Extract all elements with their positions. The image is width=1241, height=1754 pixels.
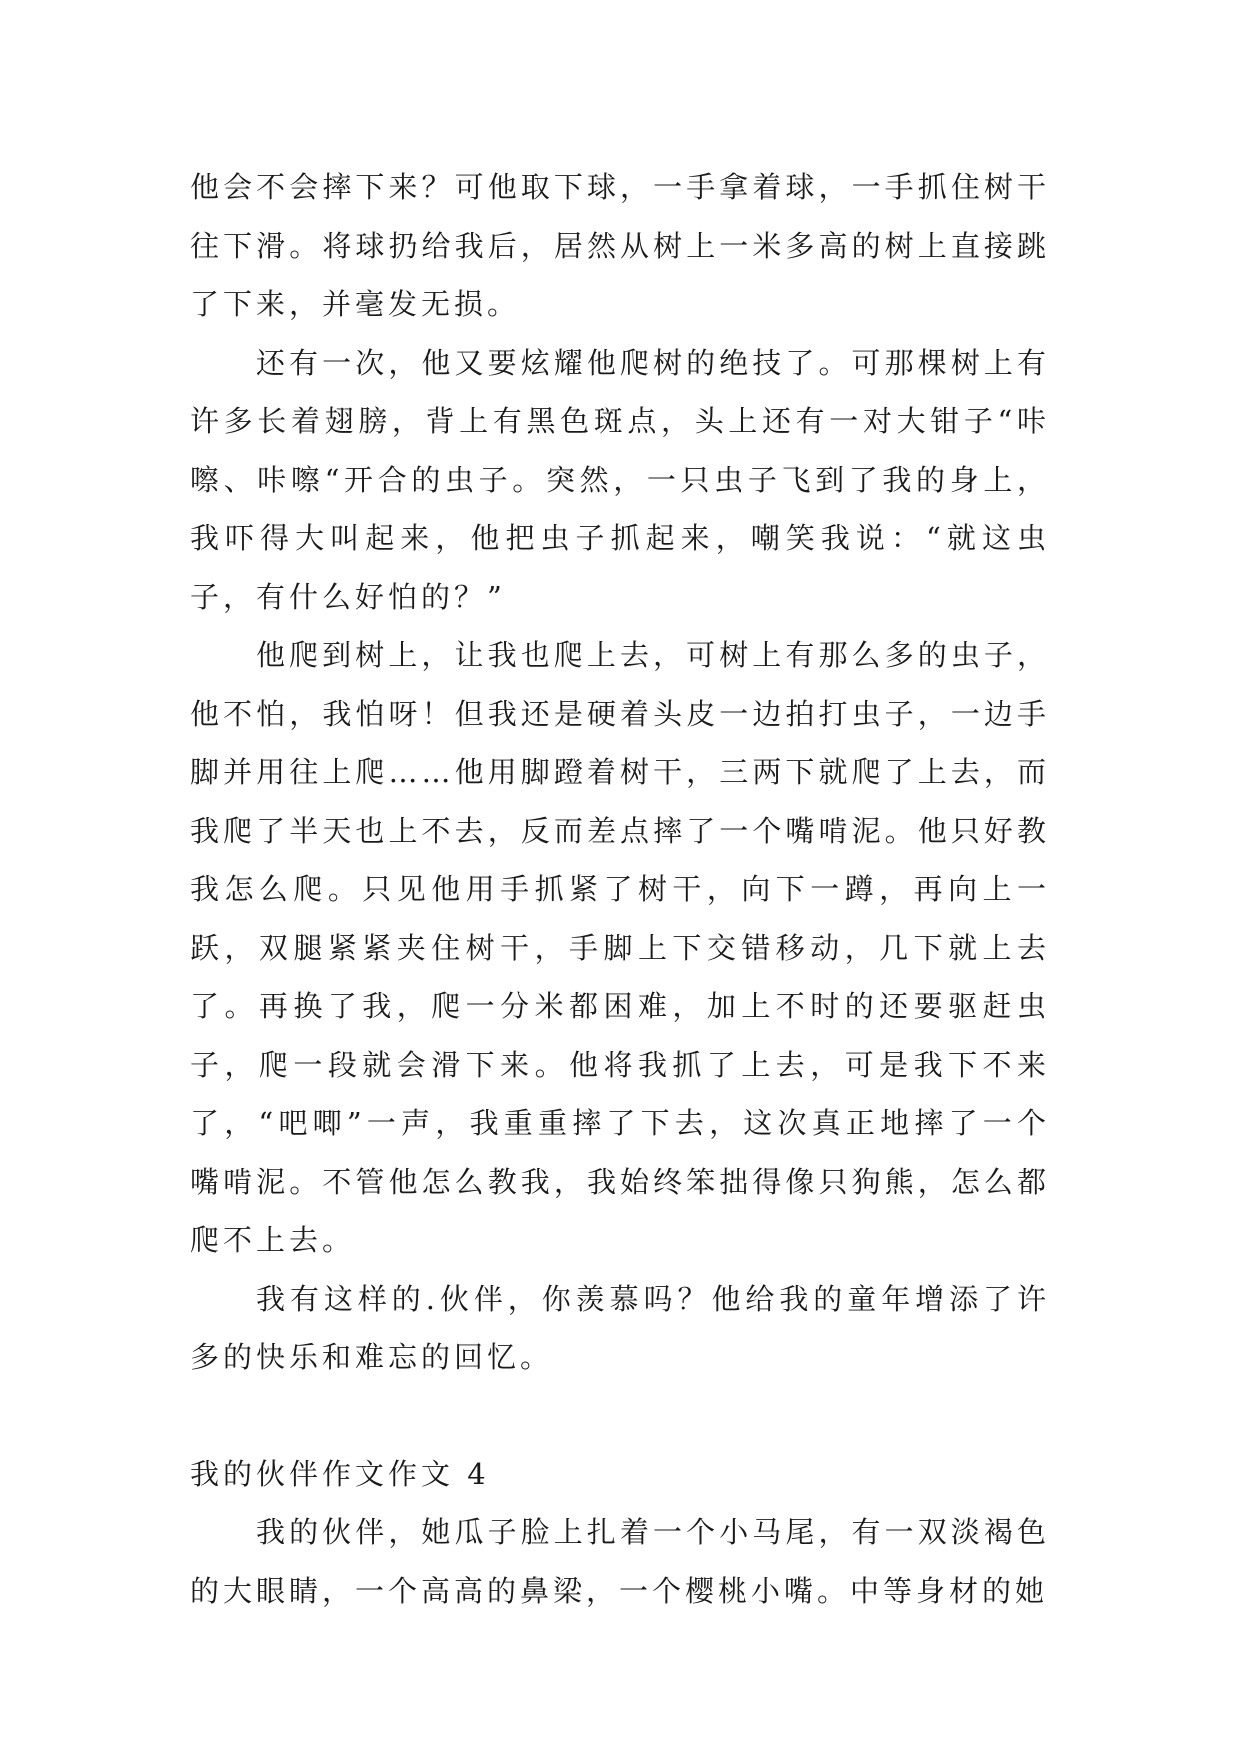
paragraph-1: 他会不会摔下来？可他取下球，一手拿着球，一手抓住树干往下滑。将球扔给我后，居然从树上一米多高的树上直接跳了下来，并毫发无损。 xyxy=(190,170,1050,321)
section-spacer xyxy=(190,1387,1050,1445)
section-heading: 我的伙伴作文作文 4 xyxy=(190,1456,490,1491)
paragraph-3: 他爬到树上，让我也爬上去，可树上有那么多的虫子，他不怕，我怕呀！但我还是硬着头皮一边拍打虫子，一边手脚并用往上爬……他用脚蹬着树干，三两下就爬了上去，而我爬了半天也上不去，反而差点摔了一个嘴啃泥。他只好教我怎么爬。只见他用手抓紧了树干，向下一蹲，再向上一跃，双腿紧紧夹住树干，手脚上下交错移动，几下就上去了。再换了我，爬一分米都困难，加上不时的还要驱赶虫子，爬一段就会滑下来。他将我抓了上去，可是我下不来了，“吧唧”一声，我重重摔了下去，这次真正地摔了一个嘴啃泥。不管他怎么教我，我始终笨拙得像只狗熊，怎么都爬不上去。 xyxy=(190,638,1050,1257)
paragraph-2: 还有一次，他又要炫耀他爬树的绝技了。可那棵树上有许多长着翅膀，背上有黑色斑点，头上还有一对大钳子“咔嚓、咔嚓“开合的虫子。突然，一只虫子飞到了我的身上，我吓得大叫起来，他把虫子抓起来，嘲笑我说：“就这虫子，有什么好怕的？” xyxy=(190,345,1050,614)
document-body xyxy=(190,158,1050,1620)
paragraph-4: 我有这样的.伙伴，你羡慕吗？他给我的童年增添了许多的快乐和难忘的回忆。 xyxy=(190,1281,1050,1374)
paragraph-5: 我的伙伴，她瓜子脸上扎着一个小马尾，有一双淡褐色的大眼睛，一个高高的鼻梁，一个樱桃小嘴。中等身材的她 xyxy=(190,1515,1050,1608)
